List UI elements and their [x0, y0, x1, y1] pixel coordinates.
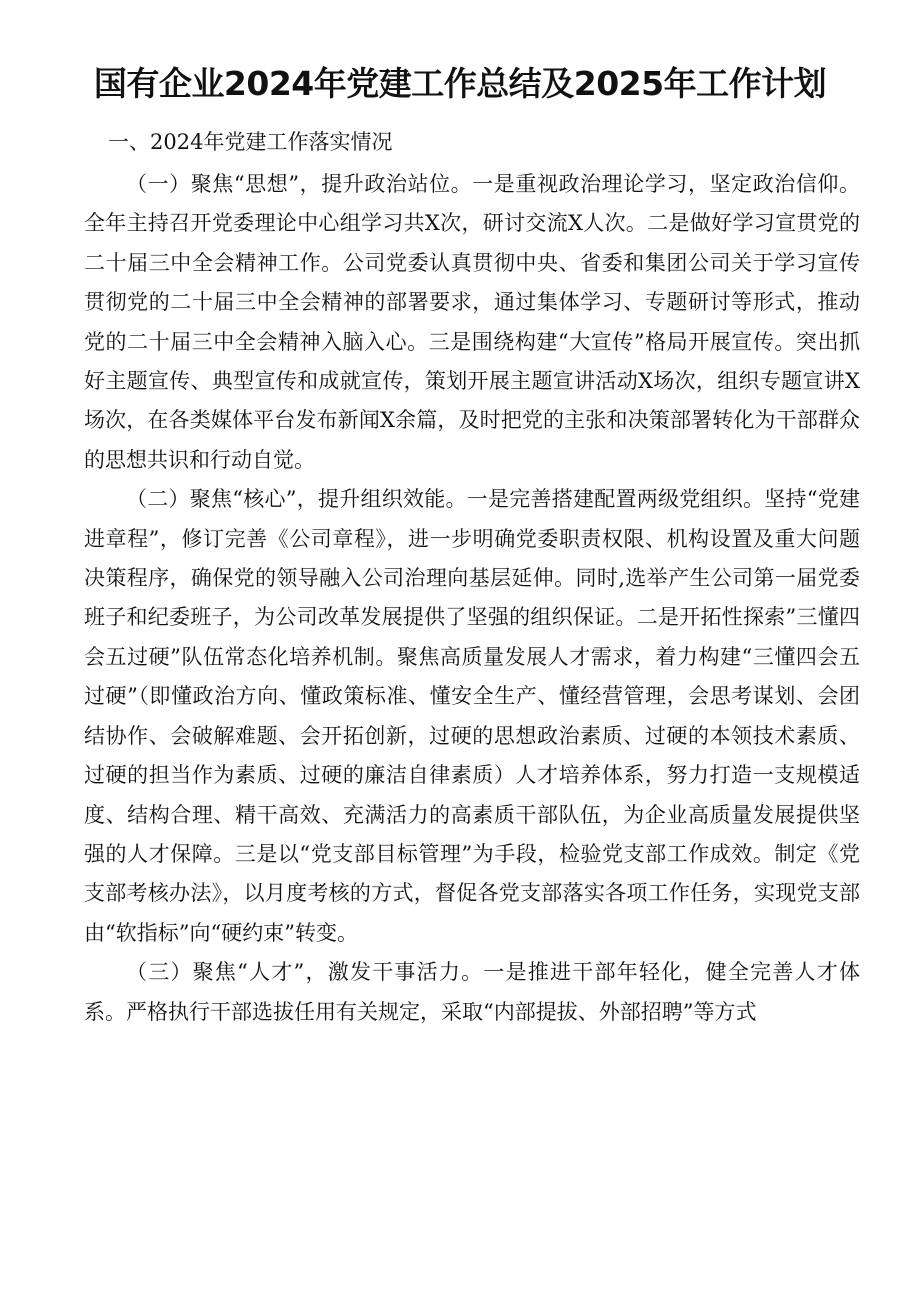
section-heading: 一、2024年党建工作落实情况 — [108, 130, 393, 154]
document-title: 国有企业2024年党建工作总结及2025年工作计划 — [93, 64, 827, 103]
document-body — [84, 165, 860, 1032]
paragraph-thought: （一）聚焦“思想”，提升政治站位。一是重视政治理论学习，坚定政治信仰。全年主持召开党委理论中心组学习共X次，研讨交流X人次。二是做好学习宣贯党的二十届三中全会精神工作。公司党委认真贯彻中央、省委和集团公司关于学习宣传贯彻党的二十届三中全会精神的部署要求，通过集体学习、专题研讨等形式，推动党的二十届三中全会精神入脑入心。三是围绕构建“大宣传”格局开展宣传。突出抓好主题宣传、典型宣传和成就宣传，策划开展主题宣讲活动X场次，组织专题宣讲X场次，在各类媒体平台发布新闻X余篇，及时把党的主张和决策部署转化为干部群众的思想共识和行动自觉。 — [84, 172, 860, 472]
paragraph-core: （二）聚焦“核心”，提升组织效能。一是完善搭建配置两级党组织。坚持“党建进章程”，修订完善《公司章程》，进一步明确党委职责权限、机构设置及重大问题决策程序，确保党的领导融入公司治理向基层延伸。同时,选举产生公司第一届党委班子和纪委班子，为公司改革发展提供了坚强的组织保证。二是开拓性探索”三懂四会五过硬”队伍常态化培养机制。聚焦高质量发展人才需求，着力构建“三懂四会五过硬”（即懂政治方向、懂政策标准、懂安全生产、懂经营管理，会思考谋划、会团结协作、会破解难题、会开拓创新，过硬的思想政治素质、过硬的本领技术素质、过硬的担当作为素质、过硬的廉洁自律素质）人才培养体系，努力打造一支规模适度、结构合理、精干高效、充满活力的高素质干部队伍，为企业高质量发展提供坚强的人才保障。三是以“党支部目标管理”为手段，检验党支部工作成效。制定《党支部考核办法》，以月度考核的方式，督促各党支部落实各项工作任务，实现党支部由“软指标”向“硬约束”转变。 — [84, 487, 860, 945]
paragraph-talent: （三）聚焦“人才”，激发干事活力。一是推进干部年轻化，健全完善人才体系。严格执行干部选拔任用有关规定，采取“内部提拔、外部招聘”等方式 — [84, 960, 860, 1024]
